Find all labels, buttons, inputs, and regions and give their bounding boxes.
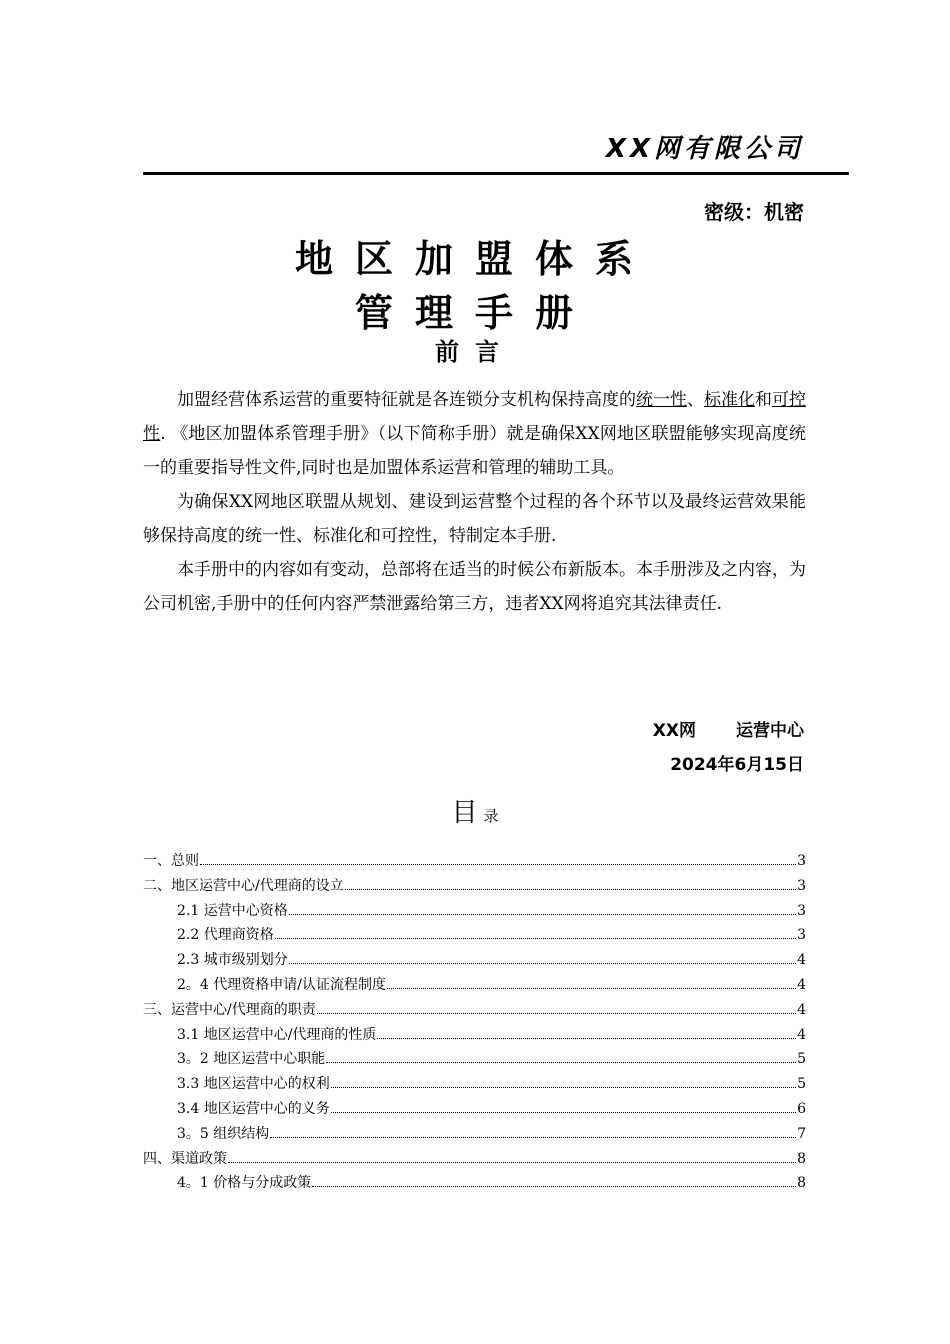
toc-leader-dots <box>331 1086 796 1088</box>
toc-heading-main: 目 <box>451 798 478 828</box>
toc-entry[interactable] <box>143 973 806 998</box>
text-segment: 、 <box>687 390 704 410</box>
toc-leader-dots <box>331 1111 796 1113</box>
text-segment: 加盟经营体系运营的重要特征就是各连锁分支机构保持高度的 <box>177 390 636 410</box>
signature-date: 2024年6月15日 <box>670 755 804 775</box>
toc-entry-page: 4 <box>797 1001 806 1018</box>
underlined-term: 标准化 <box>704 390 755 410</box>
underlined-term: 统一性 <box>636 390 687 410</box>
table-of-contents <box>143 849 806 1196</box>
toc-entry[interactable] <box>143 1072 806 1097</box>
preface-heading: 前言 <box>435 338 515 366</box>
toc-heading <box>0 792 950 829</box>
toc-leader-dots <box>326 1061 796 1063</box>
toc-entry[interactable] <box>143 1023 806 1048</box>
preface-paragraph-3: 本手册中的内容如有变动，总部将在适当的时候公布新版本。本手册涉及之内容，为公司机密,手册中的任何内容严禁泄露给第三方，违者XX网将追究其法律责任. <box>143 560 806 614</box>
toc-entry-text: 2。4 代理资格申请/认证流程制度 <box>177 976 386 993</box>
toc-entry-page: 4 <box>797 1026 806 1043</box>
toc-entry-page: 5 <box>797 1051 806 1068</box>
toc-entry[interactable] <box>143 1171 806 1196</box>
toc-leader-dots <box>228 1161 796 1163</box>
toc-entry-text: 3.3 地区运营中心的权利 <box>177 1076 330 1093</box>
toc-entry-page: 3 <box>797 877 806 894</box>
toc-entry-text: 四、渠道政策 <box>143 1150 227 1167</box>
toc-entry-text: 2.2 代理商资格 <box>177 927 274 944</box>
toc-leader-dots <box>289 962 796 964</box>
toc-entry[interactable] <box>143 1147 806 1172</box>
company-name: XX网有限公司 <box>605 134 804 164</box>
document-title-line-2: 管理手册 <box>354 291 595 335</box>
preface-body <box>143 383 806 621</box>
toc-leader-dots <box>200 863 796 865</box>
toc-entry[interactable] <box>143 1097 806 1122</box>
toc-entry-page: 8 <box>797 1175 806 1192</box>
toc-entry-page: 4 <box>797 952 806 969</box>
toc-heading-sub: 录 <box>483 807 499 825</box>
header-rule <box>143 172 849 175</box>
signature-org-line <box>653 716 804 741</box>
toc-entry-page: 7 <box>797 1125 806 1142</box>
toc-entry[interactable] <box>143 998 806 1023</box>
toc-entry-text: 3。2 地区运营中心职能 <box>177 1051 326 1068</box>
toc-entry[interactable] <box>143 1122 806 1147</box>
toc-leader-dots <box>387 987 796 989</box>
toc-entry[interactable] <box>143 1047 806 1072</box>
text-segment: 和 <box>755 390 772 410</box>
toc-entry-page: 3 <box>797 902 806 919</box>
toc-leader-dots <box>312 1185 796 1187</box>
toc-entry-text: 三、运营中心/代理商的职责 <box>143 1001 316 1018</box>
toc-entry[interactable] <box>143 923 806 948</box>
toc-entry[interactable] <box>143 874 806 899</box>
toc-entry-text: 4。1 价格与分成政策 <box>177 1175 312 1192</box>
toc-entry-text: 2.3 城市级别划分 <box>177 952 288 969</box>
document-title-line-1: 地区加盟体系 <box>294 237 655 281</box>
toc-entry[interactable] <box>143 948 806 973</box>
toc-entry-text: 3.1 地区运营中心/代理商的性质 <box>177 1026 377 1043</box>
toc-leader-dots <box>317 1012 796 1014</box>
toc-leader-dots <box>345 888 796 890</box>
toc-entry-text: 3。5 组织结构 <box>177 1125 270 1142</box>
toc-entry-page: 8 <box>797 1150 806 1167</box>
toc-entry-page: 3 <box>797 927 806 944</box>
toc-leader-dots <box>270 1136 796 1138</box>
toc-entry[interactable] <box>143 849 806 874</box>
toc-entry-text: 二、地区运营中心/代理商的设立 <box>143 877 344 894</box>
signature-org: XX网 <box>652 721 696 741</box>
toc-leader-dots <box>275 937 796 939</box>
secrecy-label: 密级：机密 <box>704 200 804 224</box>
toc-leader-dots <box>377 1037 796 1039</box>
preface-paragraph-1 <box>143 383 806 485</box>
toc-entry-page: 6 <box>797 1100 806 1117</box>
toc-leader-dots <box>289 913 796 915</box>
underlined-term: 可控性 <box>143 390 806 444</box>
toc-entry-text: 3.4 地区运营中心的义务 <box>177 1100 330 1117</box>
toc-entry[interactable] <box>143 899 806 924</box>
text-segment: . 《地区加盟体系管理手册》（以下简称手册）就是确保XX网地区联盟能够实现高度统一的重要指导性文件,同时也是加盟体系运营和管理的辅助工具。 <box>143 424 807 478</box>
toc-entry-page: 4 <box>797 976 806 993</box>
signature-dept: 运营中心 <box>736 721 804 741</box>
toc-entry-page: 3 <box>797 853 806 869</box>
toc-entry-text: 2.1 运营中心资格 <box>177 902 288 919</box>
toc-entry-page: 5 <box>797 1076 806 1093</box>
preface-paragraph-2: 为确保XX网地区联盟从规划、建设到运营整个过程的各个环节以及最终运营效果能够保持高度的统一性、标准化和可控性，特制定本手册. <box>143 492 806 546</box>
toc-entry-text: 一、总则 <box>143 853 199 869</box>
